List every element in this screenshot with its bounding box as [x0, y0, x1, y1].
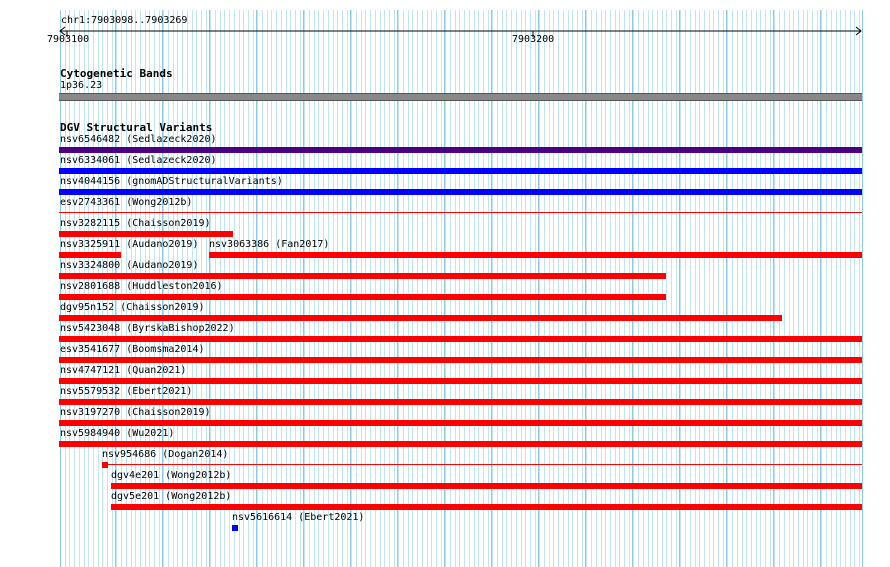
locus-label: chr1:7903098..7903269 — [61, 15, 188, 26]
feature-label[interactable]: nsv954686 (Dogan2014) — [102, 449, 229, 460]
feature-label[interactable]: nsv3282115 (Chaisson2019) — [60, 218, 211, 229]
feature-bar[interactable] — [59, 357, 862, 363]
feature-bar[interactable] — [59, 378, 862, 384]
feature-label[interactable]: nsv5984940 (Wu2021) — [60, 428, 175, 439]
feature-bar[interactable] — [102, 462, 108, 468]
feature-label[interactable]: esv3541677 (Boomsma2014) — [60, 344, 205, 355]
feature-label[interactable]: nsv3324800 (Audano2019) — [60, 260, 199, 271]
cytoband-track-title: Cytogenetic Bands — [60, 67, 173, 80]
feature-bar[interactable] — [232, 525, 238, 531]
feature-label[interactable]: nsv4747121 (Quan2021) — [60, 365, 187, 376]
feature-bar[interactable] — [59, 420, 862, 426]
ruler-tick-left: 7903100 — [47, 34, 90, 45]
feature-connector-line[interactable] — [108, 464, 862, 465]
feature-bar[interactable] — [209, 252, 862, 258]
feature-bar[interactable] — [59, 294, 666, 300]
ruler — [59, 26, 864, 38]
feature-label[interactable]: nsv5616614 (Ebert2021) — [232, 512, 365, 523]
feature-bar[interactable] — [59, 399, 862, 405]
feature-bar[interactable] — [59, 168, 862, 174]
feature-bar[interactable] — [111, 483, 862, 489]
feature-label[interactable]: nsv4044156 (gnomADStructuralVariants) — [60, 176, 283, 187]
ruler-tick-mid: 7903200 — [512, 34, 555, 45]
feature-bar[interactable] — [59, 147, 862, 153]
dgv-track-title: DGV Structural Variants — [60, 121, 213, 134]
feature-label[interactable]: nsv3063386 (Fan2017) — [209, 239, 330, 250]
feature-label[interactable]: dgv4e201 (Wong2012b) — [111, 470, 232, 481]
feature-label[interactable]: nsv3197270 (Chaisson2019) — [60, 407, 211, 418]
feature-connector-line[interactable] — [59, 212, 862, 213]
feature-label[interactable]: nsv5423048 (ByrskaBishop2022) — [60, 323, 235, 334]
feature-bar[interactable] — [59, 336, 862, 342]
cytoband-label: 1p36.23 — [60, 80, 103, 91]
feature-bar[interactable] — [59, 252, 121, 258]
feature-label[interactable]: nsv5579532 (Ebert2021) — [60, 386, 193, 397]
feature-label[interactable]: esv2743361 (Wong2012b) — [60, 197, 193, 208]
feature-label[interactable]: dgv5e201 (Wong2012b) — [111, 491, 232, 502]
feature-bar[interactable] — [59, 441, 862, 447]
feature-bar[interactable] — [59, 189, 862, 195]
feature-bar[interactable] — [111, 504, 862, 510]
feature-bar[interactable] — [59, 231, 233, 237]
feature-label[interactable]: nsv2801688 (Huddleston2016) — [60, 281, 223, 292]
feature-label[interactable]: nsv3325911 (Audano2019) — [60, 239, 199, 250]
feature-bar[interactable] — [59, 273, 666, 279]
feature-bar[interactable] — [59, 315, 782, 321]
cytoband-bar[interactable] — [59, 93, 862, 101]
feature-label[interactable]: nsv6334061 (Sedlazeck2020) — [60, 155, 217, 166]
feature-label[interactable]: dgv95n152 (Chaisson2019) — [60, 302, 205, 313]
feature-label[interactable]: nsv6546482 (Sedlazeck2020) — [60, 134, 217, 145]
